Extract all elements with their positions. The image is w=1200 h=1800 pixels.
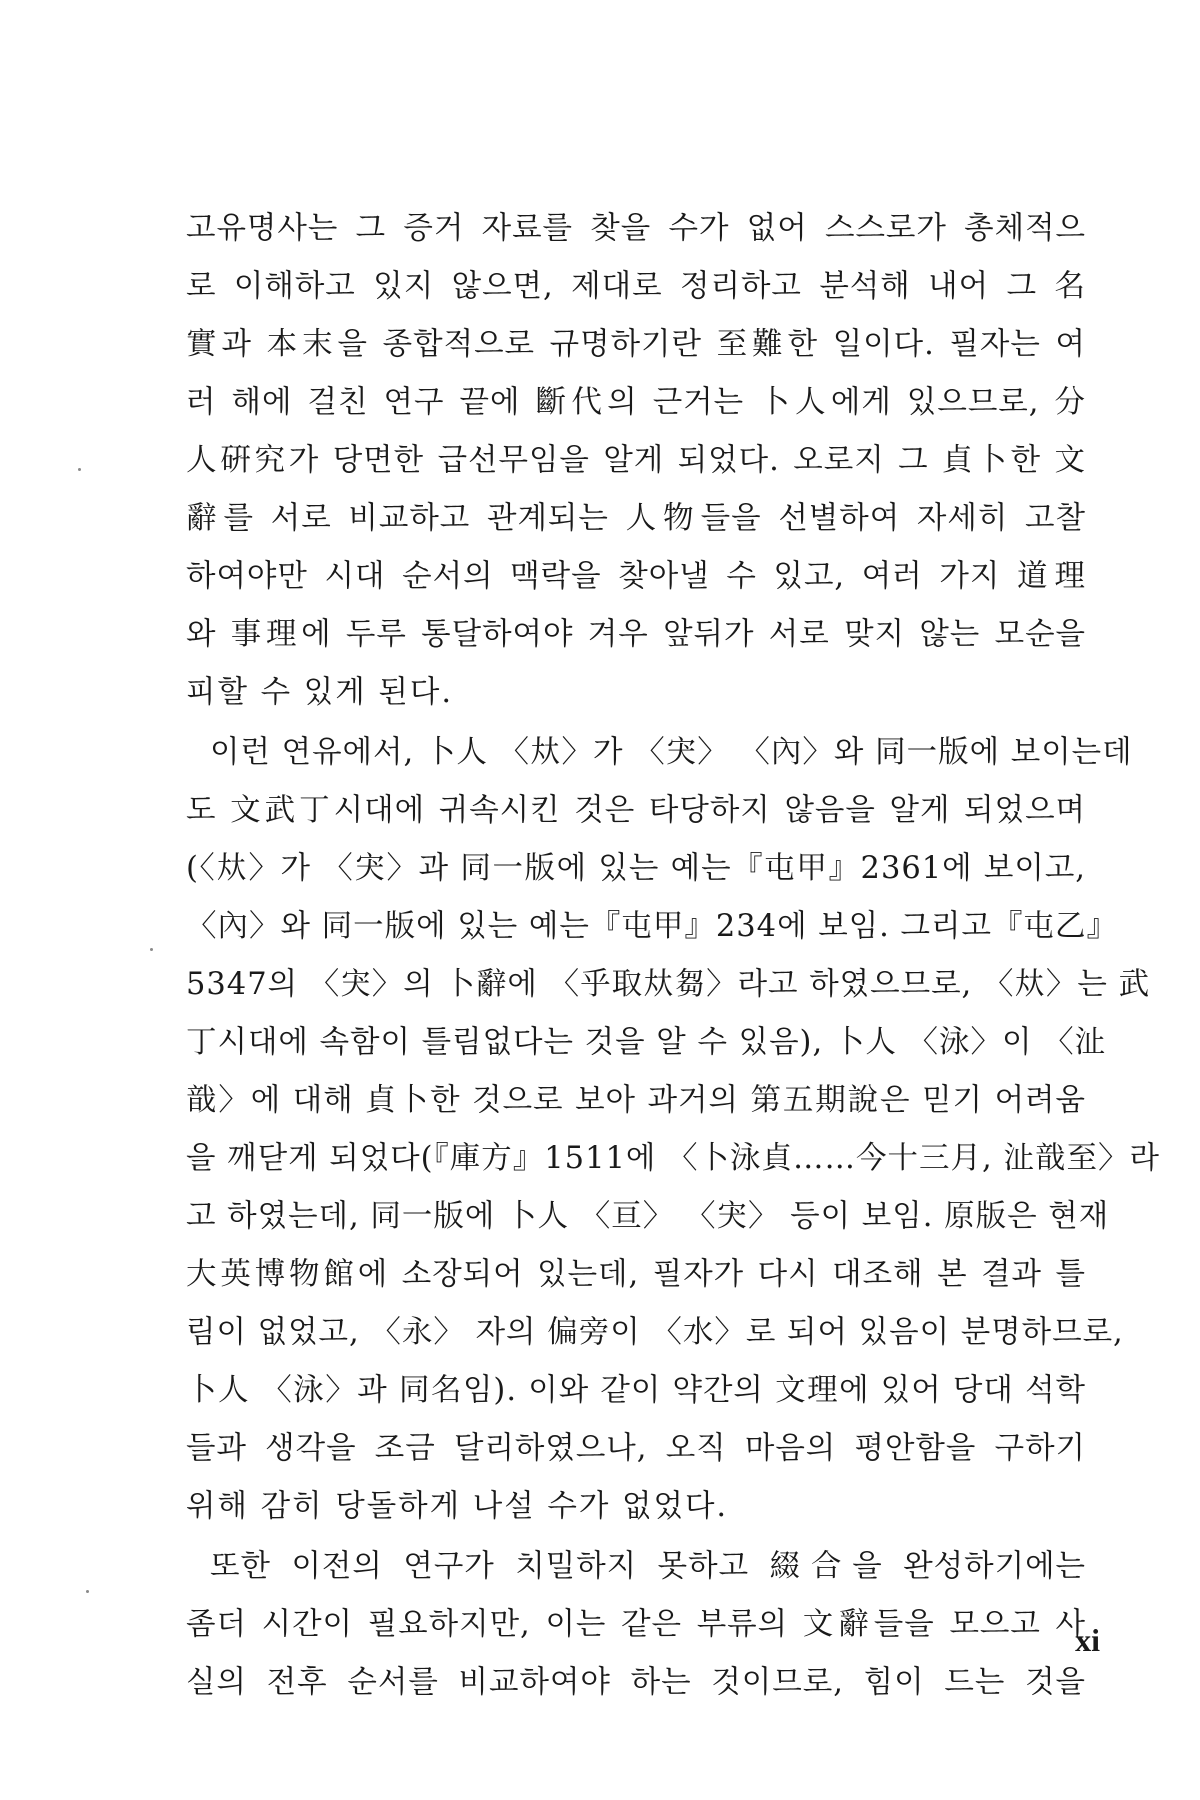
text-line-4: 러 해에 걸친 연구 끝에 斷代의 근거는 卜人에게 있으므로, 分 xyxy=(186,385,1086,420)
text-line-16: 戠〉에 대해 貞卜한 것으로 보아 과거의 第五期說은 믿기 어려움 xyxy=(186,1083,1086,1118)
text-line-23: 위해 감히 당돌하게 나설 수가 없었다. xyxy=(186,1489,729,1524)
text-line-26: 실의 전후 순서를 비교하여야 하는 것이므로, 힘이 드는 것을 xyxy=(186,1665,1086,1700)
text-line-13: 〈內〉와 同一版에 있는 예는『屯甲』234에 보임. 그리고『屯乙』 xyxy=(186,909,1118,944)
scan-speck xyxy=(86,1590,89,1593)
text-line-11: 도 文武丁시대에 귀속시킨 것은 타당하지 않음을 알게 되었으며 xyxy=(186,793,1086,828)
text-line-20: 림이 없었고, 〈永〉 자의 偏旁이 〈水〉로 되어 있음이 분명하므로, xyxy=(186,1315,1124,1350)
text-line-22: 들과 생각을 조금 달리하였으나, 오직 마음의 평안함을 구하기 xyxy=(186,1431,1086,1466)
text-line-1: 고유명사는 그 증거 자료를 찾을 수가 없어 스스로가 총체적으 xyxy=(186,211,1086,246)
text-line-21: 卜人 〈泳〉과 同名임). 이와 같이 약간의 文理에 있어 당대 석학 xyxy=(186,1373,1086,1408)
text-line-5: 人硏究가 당면한 급선무임을 알게 되었다. 오로지 그 貞卜한 文 xyxy=(186,443,1086,478)
page-number: xi xyxy=(1075,1622,1100,1658)
text-line-24: 또한 이전의 연구가 치밀하지 못하고 綴合을 완성하기에는 xyxy=(210,1549,1086,1584)
text-line-18: 고 하였는데, 同一版에 卜人 〈亘〉 〈宊〉 등이 보임. 原版은 현재 xyxy=(186,1199,1110,1234)
scan-speck xyxy=(150,948,153,951)
text-line-10: 이런 연유에서, 卜人 〈夶〉가 〈宊〉 〈內〉와 同一版에 보이는데 xyxy=(210,735,1133,770)
text-line-25: 좀더 시간이 필요하지만, 이는 같은 부류의 文辭들을 모으고 사 xyxy=(186,1607,1086,1642)
text-line-3: 實과 本末을 종합적으로 규명하기란 至難한 일이다. 필자는 여 xyxy=(186,327,1086,362)
text-line-19: 大英博物館에 소장되어 있는데, 필자가 다시 대조해 본 결과 틀 xyxy=(186,1257,1086,1292)
text-line-6: 辭를 서로 비교하고 관계되는 人物들을 선별하여 자세히 고찰 xyxy=(186,501,1086,536)
text-line-15: 丁시대에 속함이 틀림없다는 것을 알 수 있음), 卜人 〈泳〉이 〈沚 xyxy=(186,1025,1107,1060)
text-line-9: 피할 수 있게 된다. xyxy=(186,675,454,710)
text-line-2: 로 이해하고 있지 않으면, 제대로 정리하고 분석해 내어 그 名 xyxy=(186,269,1086,304)
scan-speck xyxy=(78,468,81,471)
text-line-17: 을 깨닫게 되었다(『庫方』1511에 〈卜泳貞……今十三月, 沚戠至〉라 xyxy=(186,1141,1160,1176)
text-line-8: 와 事理에 두루 통달하여야 겨우 앞뒤가 서로 맞지 않는 모순을 xyxy=(186,617,1086,652)
text-line-12: (〈夶〉가 〈宊〉과 同一版에 있는 예는『屯甲』2361에 보이고, xyxy=(186,851,1086,886)
text-line-14: 5347의 〈宊〉의 卜辭에 〈乎取夶芻〉라고 하였으므로, 〈夶〉는 武 xyxy=(186,967,1151,1002)
text-line-7: 하여야만 시대 순서의 맥락을 찾아낼 수 있고, 여러 가지 道理 xyxy=(186,559,1086,594)
